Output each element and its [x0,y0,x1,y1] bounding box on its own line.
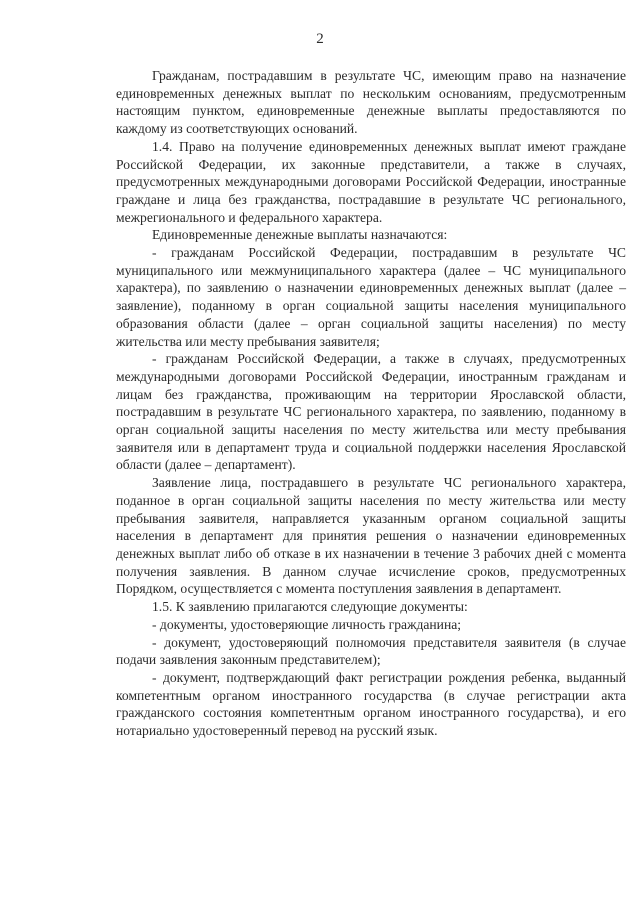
paragraph: 1.5. К заявлению прилагаются следующие документы: [152,599,468,615]
paragraph: - документ, удостоверяющий полномочия представителя заявителя (в случае подачи заявления законным представителем); [116,634,626,668]
paragraph: - документ, подтверждающий факт регистрации рождения ребенка, выданный компетентным органом иностранного государства (в случае регистрации акта гражданского состояния компетентным органом иностранного государства), и его нотариально удостоверенный перевод на русский язык. [116,669,626,739]
paragraph: Гражданам, пострадавшим в результате ЧС, имеющим право на назначение единовременных денежных выплат по нескольким основаниям, предусмотренным настоящим пунктом, единовременные денежные выплаты предоставляются по каждому из соответствующих оснований. [116,68,626,137]
document-body [116,67,626,740]
paragraph: - документы, удостоверяющие личность гражданина; [152,616,462,632]
paragraph: - гражданам Российской Федерации, а также в случаях, предусмотренных международными договорами Российской Федерации, иностранным гражданам и лицам без гражданства, проживающим на территории Ярославской области, пострадавшим в результате ЧС регионального характера, по заявлению, поданному в орган социальной защиты населения по месту жительства или месту пребывания заявителя или в департамент труда и социальной поддержки населения Ярославской области (далее – департамент). [116,351,626,473]
paragraph: - гражданам Российской Федерации, пострадавшим в результате ЧС муниципального или межмуниципального характера (далее – ЧС муниципального характера), по заявлению о назначении единовременных денежных выплат (далее – заявление), поданному в орган социальной защиты населения муниципального образования области (далее – орган социальной защиты населения) по месту жительства или месту пребывания заявителя; [116,245,626,349]
paragraph: Единовременные денежные выплаты назначаются: [152,227,448,243]
paragraph: Заявление лица, пострадавшего в результате ЧС регионального характера, поданное в орган социальной защиты населения по месту жительства или месту пребывания заявителя, направляется указанным органом социальной защиты населения в департамент для принятия решения о назначении единовременных денежных выплат либо об отказе в их назначении в течение 3 рабочих дней с момента получения заявления. В данном случае исчисление сроков, предусмотренных Порядком, осуществляется с момента поступления заявления в департамент. [116,475,626,597]
page-number: 2 [316,31,324,47]
paragraph: 1.4. Право на получение единовременных денежных выплат имеют граждане Российской Федерации, их законные представители, а также в случаях, предусмотренных международными договорами Российской Федерации, иностранные граждане и лица без гражданства, пострадавшие в результате ЧС регионального, межрегионального и федерального характера. [116,138,626,225]
